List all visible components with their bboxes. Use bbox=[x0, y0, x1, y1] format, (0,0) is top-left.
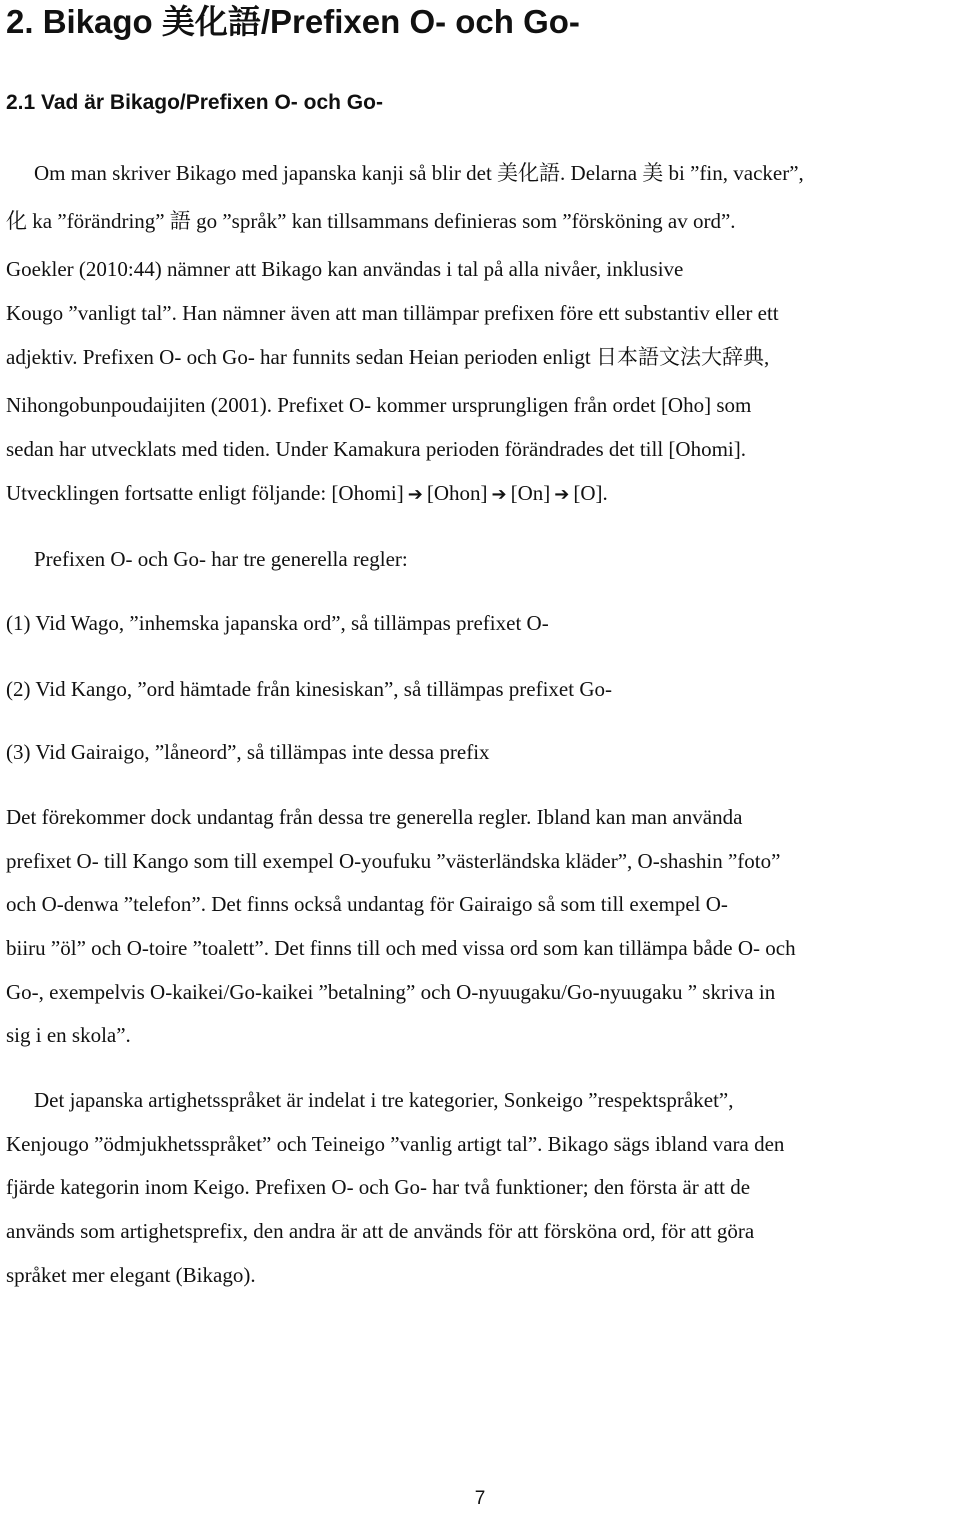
paragraph-line: Det japanska artighetsspråket är indelat i tre kategorier, Sonkeigo ”respektspråket”, bbox=[34, 1088, 734, 1112]
evolution-line bbox=[6, 478, 608, 510]
section-heading: 2. Bikago 美化語/Prefixen O- och Go- bbox=[6, 3, 580, 40]
rules-intro: Prefixen O- och Go- har tre generella regler: bbox=[34, 547, 408, 571]
paragraph-line: och O-denwa ”telefon”. Det finns också undantag för Gairaigo så som till exempel O- bbox=[6, 892, 728, 916]
evolution-stage: [Ohomi] bbox=[331, 481, 404, 505]
evolution-lead: Utvecklingen fortsatte enligt följande: bbox=[6, 481, 327, 505]
paragraph-line: Kenjougo ”ödmjukhetsspråket” och Teineigo ”vanlig artigt tal”. Bikago sägs ibland vara den bbox=[6, 1132, 785, 1156]
paragraph-line: språket mer elegant (Bikago). bbox=[6, 1263, 256, 1287]
paragraph-line: biiru ”öl” och O-toire ”toalett”. Det finns till och med vissa ord som kan tillämpa både O- och bbox=[6, 936, 796, 960]
paragraph-line: Det förekommer dock undantag från dessa tre generella regler. Ibland kan man använda bbox=[6, 805, 743, 829]
arrow-right-icon: ➔ bbox=[554, 484, 570, 505]
paragraph-line: Nihongobunpoudaijiten (2001). Prefixet O- kommer ursprungligen från ordet [Oho] som bbox=[6, 393, 752, 417]
paragraph-line: fjärde kategorin inom Keigo. Prefixen O- och Go- har två funktioner; den första är att de bbox=[6, 1175, 751, 1199]
arrow-right-icon: ➔ bbox=[407, 484, 423, 505]
rule-item: (2) Vid Kango, ”ord hämtade från kinesiskan”, så tillämpas prefixet Go- bbox=[6, 677, 612, 701]
evolution-stage: [On] bbox=[510, 481, 551, 505]
paragraph-line: sig i en skola”. bbox=[6, 1023, 131, 1047]
paragraph-line: sedan har utvecklats med tiden. Under Kamakura perioden förändrades det till [Ohomi]. bbox=[6, 437, 746, 461]
evolution-stage: [O]. bbox=[573, 481, 608, 505]
rule-item: (1) Vid Wago, ”inhemska japanska ord”, så tillämpas prefixet O- bbox=[6, 611, 549, 635]
paragraph-line: Kougo ”vanligt tal”. Han nämner även att man tillämpar prefixen före ett substantiv eller ett bbox=[6, 301, 779, 325]
arrow-right-icon: ➔ bbox=[491, 484, 507, 505]
paragraph-line: Go-, exempelvis O-kaikei/Go-kaikei ”betalning” och O-nyuugaku/Go-nyuugaku ” skriva in bbox=[6, 980, 776, 1004]
evolution-stage: [Ohon] bbox=[426, 481, 488, 505]
paragraph-line: prefixet O- till Kango som till exempel O-youfuku ”västerländska kläder”, O-shashin ”foto” bbox=[6, 849, 781, 873]
paragraph-line: Om man skriver Bikago med japanska kanji så blir det 美化語. Delarna 美 bi ”fin, vacker”, bbox=[34, 161, 804, 185]
page-number: 7 bbox=[474, 1488, 486, 1509]
rule-item: (3) Vid Gairaigo, ”låneord”, så tillämpas inte dessa prefix bbox=[6, 740, 490, 764]
paragraph-line: adjektiv. Prefixen O- och Go- har funnits sedan Heian perioden enligt 日本語文法大辞典, bbox=[6, 345, 770, 369]
paragraph-line: 化 ka ”förändring” 語 go ”språk” kan tillsammans definieras som ”försköning av ord”. bbox=[6, 209, 736, 233]
paragraph-line: Goekler (2010:44) nämner att Bikago kan användas i tal på alla nivåer, inklusive bbox=[6, 257, 684, 281]
paragraph-line: används som artighetsprefix, den andra är att de används för att försköna ord, för att göra bbox=[6, 1219, 755, 1243]
subsection-heading: 2.1 Vad är Bikago/Prefixen O- och Go- bbox=[6, 91, 383, 114]
